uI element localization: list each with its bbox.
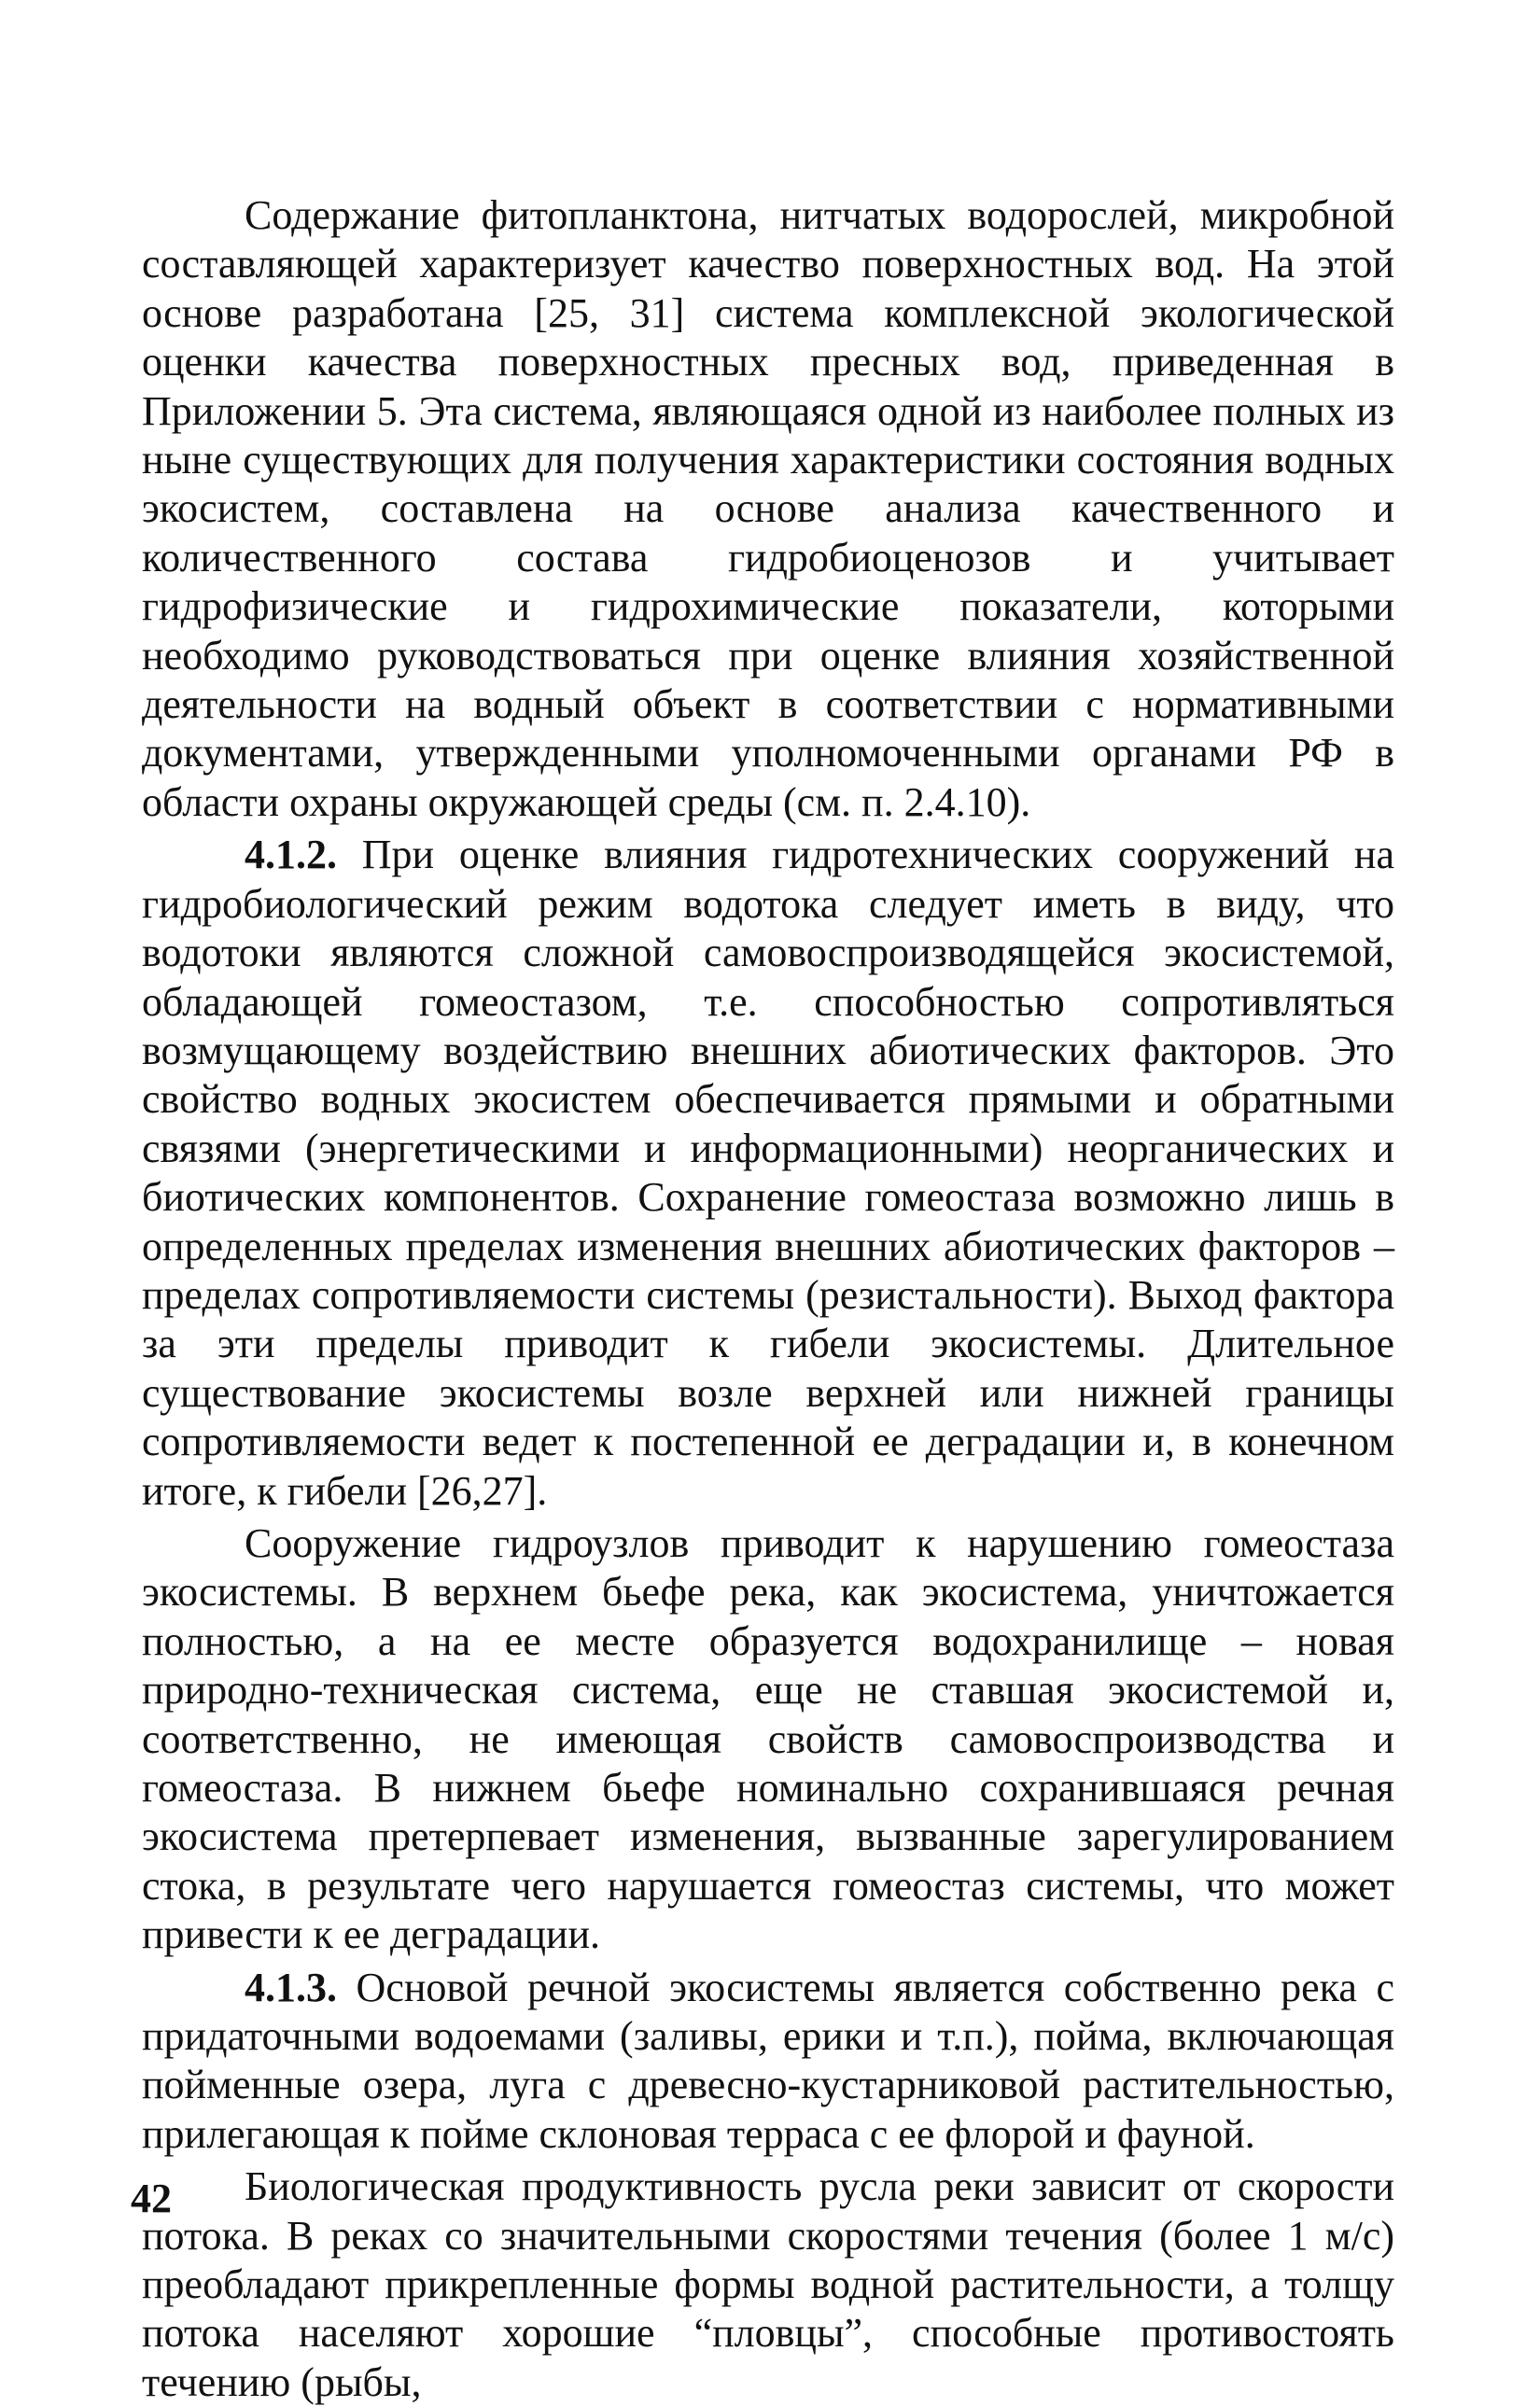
paragraph-hydro-nodes: [142, 1519, 1394, 1960]
paragraph-text: Содержание фитопланктона, нитчатых водорослей, микробной составляющей характеризует качество поверхностных вод. На этой основе разработана [25, 31] система комплексной экологической оценки качества поверхностных пресных вод, приведенная в Приложении 5. Эта система, являющаяся одной из наиболее полных из ныне существующих для получения характеристики состояния водных экосистем, составлена на основе анализа качественного и количественного состава гидробиоценозов и учитывает гидрофизические и гидрохимические показатели, которыми необходимо руководствоваться при оценке влияния хозяйственной деятельности на водный объект в соответствии с нормативными документами, утвержденными уполномоченными органами РФ в области охраны окружающей среды (см. п. 2.4.10).: [142, 192, 1394, 825]
body-text: [142, 191, 1394, 2407]
paragraph-text: Биологическая продуктивность русла реки зависит от скорости потока. В реках со значительными скоростями течения (более 1 м/с) преобладают прикрепленные формы водной растительности, а толщу потока населяют хорошие “пловцы”, способные противостоять течению (рыбы,: [142, 2163, 1394, 2405]
section-number: 4.1.2.: [245, 832, 337, 878]
paragraph-text: При оценке влияния гидротехнических сооружений на гидробиологический режим водотока следует иметь в виду, что водотоки являются сложной самовоспроизводящейся экосистемой, обладающей гомеостазом, т.е. способностью сопротивляться возмущающему воздействию внешних абиотических факторов. Это свойство водных экосистем обеспечивается прямыми и обратными связями (энергетическими и информационными) неорганических и биотических компонентов. Сохранение гомеостаза возможно лишь в определенных пределах изменения внешних абиотических факторов – пределах сопротивляемости системы (резистальности). Выход фактора за эти пределы приводит к гибели экосистемы. Длительное существование экосистемы возле верхней или нижней границы сопротивляемости ведет к постепенной ее деградации и, в конечном итоге, к гибели [26,27].: [142, 832, 1394, 1514]
paragraph-productivity: [142, 2162, 1394, 2407]
paragraph-4-1-3: [142, 1964, 1394, 2160]
paragraph-text: Основой речной экосистемы является собственно река с придаточными водоемами (заливы, ерики и т.п.), пойма, включающая пойменные озера, луга с древесно-кустарниковой растительностью, прилегающая к пойме склоновая терраса с ее флорой и фауной.: [142, 1964, 1394, 2157]
page-number: 42: [131, 2176, 172, 2221]
paragraph-text: Сооружение гидроузлов приводит к нарушению гомеостаза экосистемы. В верхнем бьефе река, как экосистема, уничтожается полностью, а на ее месте образуется водохранилище – новая природно-техническая система, еще не ставшая экосистемой и, соответственно, не имеющая свойств самовоспроизводства и гомеостаза. В нижнем бьефе номинально сохранившаяся речная экосистема претерпевает изменения, вызванные зарегулированием стока, в результате чего нарушается гомеостаз системы, что может привести к ее деградации.: [142, 1519, 1394, 1958]
paragraph-4-1-2: [142, 831, 1394, 1516]
section-number: 4.1.3.: [245, 1964, 337, 2010]
paragraph-water-quality: [142, 191, 1394, 827]
